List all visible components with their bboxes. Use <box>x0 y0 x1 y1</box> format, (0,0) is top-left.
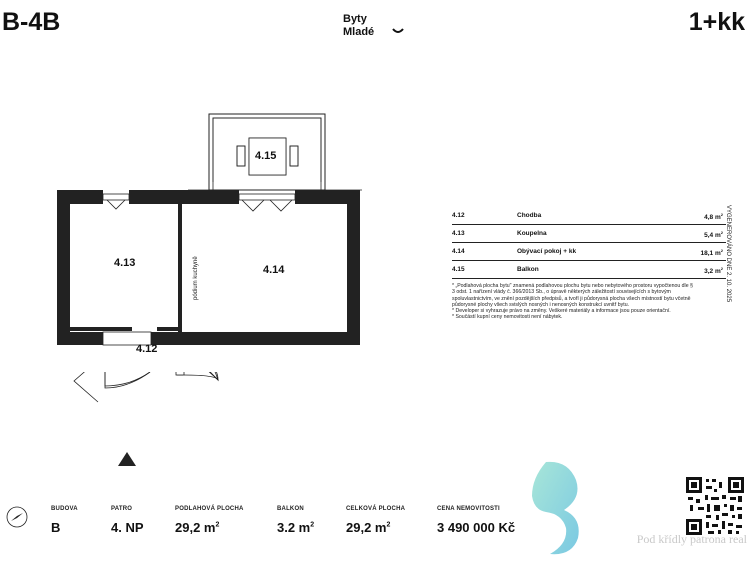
unit-code: B-4B <box>2 8 61 36</box>
room-row <box>452 225 726 243</box>
room-name: Obývací pokoj + kk <box>517 248 577 255</box>
summary-building: BUDOVA B <box>51 506 78 535</box>
summary-price: CENA NEMOVITOSTI 3 490 000 Kč <box>437 506 516 535</box>
room-label-living: 4.14 <box>263 264 285 276</box>
layout-type: 1+kk <box>688 8 745 36</box>
room-table <box>452 207 726 279</box>
room-id: 4.13 <box>452 230 465 237</box>
note-floor-area: * „Podlahová plocha bytu" znamená podlahovou plochu bytu nebo nebytového prostoru vypočtenou dle § 3 odst. 1 nařízení vlády č. 366/2013 Sb., o úpravě některých záležitostí souvisejících s bytovým spoluvlastnictvím, ve znění pozdějších předpisů, a tvoří ji půdorysná plocha všech místností bytu včetně půdorysné plochy všech svislých nosných i nenosných konstrukcí uvnitř bytu. <box>452 283 693 308</box>
kitchen-label: pódium kuchyně <box>193 256 199 300</box>
entrance-arrow-icon <box>118 452 136 466</box>
room-area: 18,1 $m^2$ <box>700 248 723 258</box>
brand-line-2: Mladé <box>343 26 375 38</box>
room-id: 4.12 <box>452 212 465 219</box>
summary-balcony: BALKON 3.2 $m^2$ <box>277 506 315 535</box>
room-id: 4.15 <box>452 266 465 273</box>
room-label-balcony: 4.15 <box>255 150 277 162</box>
room-name: Koupelna <box>517 230 547 237</box>
room-label-hall: 4.12 <box>136 343 158 355</box>
room-name: Balkon <box>517 266 539 273</box>
room-area: 3,2 $m^2$ <box>704 266 723 276</box>
room-row <box>452 261 726 279</box>
watermark: Pod křídly patrona real <box>636 532 747 546</box>
brand-swirl-icon <box>528 458 588 558</box>
brand-line-1: Byty <box>343 13 367 25</box>
room-area: 5,4 $m^2$ <box>704 230 723 240</box>
room-id: 4.14 <box>452 248 465 255</box>
note-developer: * Developer si vyhrazuje právo na změny. Veškeré materiály a informace jsou pouze orientační. <box>452 308 671 315</box>
room-row <box>452 207 726 225</box>
room-row <box>452 243 726 261</box>
notes <box>452 283 697 321</box>
room-name: Chodba <box>517 212 542 219</box>
room-area: 4,8 $m^2$ <box>704 212 723 222</box>
room-label-bathroom: 4.13 <box>114 257 136 269</box>
note-furniture: * Součástí kupní ceny nemovitosti není nábytek. <box>452 314 563 321</box>
summary-floor-area: PODLAHOVÁ PLOCHA 29,2 $m^2$ <box>175 506 244 535</box>
summary-total-area: CELKOVÁ PLOCHA 29,2 $m^2$ <box>346 506 406 535</box>
compass-icon <box>5 505 29 529</box>
qr-code-icon[interactable] <box>686 477 744 535</box>
summary-floor: PATRO 4. NP <box>111 506 144 535</box>
generated-date: VYGENEROVÁNO DNE 2. 10. 2025 <box>725 205 731 303</box>
